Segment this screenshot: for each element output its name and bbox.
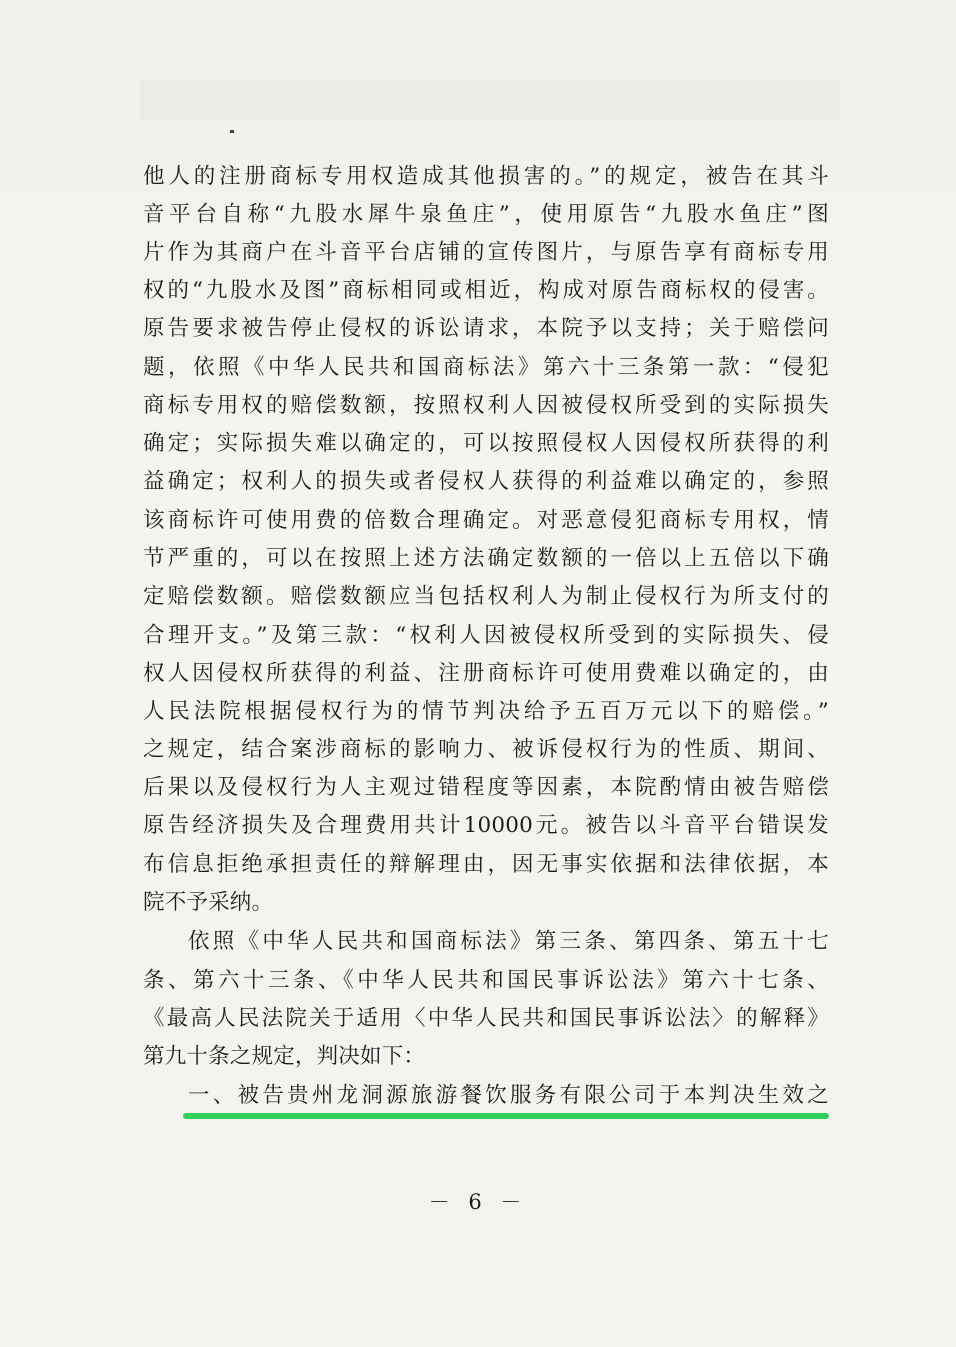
text-line-content: 后果以及侵权行为人主观过错程度等因素，本院酌情由被告赔偿 [143, 775, 829, 800]
text-line-content: 权的“九股水及图”商标相同或相近，构成对原告商标权的侵害。 [143, 278, 829, 303]
text-line-content: 权人因侵权所获得的利益、注册商标许可使用费难以确定的，由 [143, 661, 829, 686]
text-line [143, 883, 829, 923]
text-line [143, 654, 829, 694]
text-line-content: 原告要求被告停止侵权的诉讼请求，本院予以支持；关于赔偿问 [143, 316, 829, 341]
text-line-content: 定赔偿数额。赔偿数额应当包括权利人为制止侵权行为所支付的 [143, 584, 829, 609]
text-line [143, 999, 829, 1039]
text-line [143, 233, 829, 273]
text-line-content: 片作为其商户在斗音平台店铺的宣传图片，与原告享有商标专用 [143, 240, 829, 265]
text-line [143, 961, 829, 1001]
text-line [143, 539, 829, 579]
text-line-content: 节严重的，可以在按照上述方法确定数额的一倍以上五倍以下确 [143, 546, 829, 571]
text-line-content: 他人的注册商标专用权造成其他损害的。”的规定，被告在其斗 [143, 164, 829, 189]
text-line [143, 501, 829, 541]
text-line-content: 合理开支。”及第三款：“权利人因被侵权所受到的实际损失、侵 [143, 623, 829, 648]
text-line-content: 该商标许可使用费的倍数合理确定。对恶意侵犯商标专用权，情 [143, 508, 829, 533]
scan-artifact [140, 80, 840, 120]
text-line [143, 577, 829, 617]
text-line [143, 195, 829, 235]
text-line [143, 845, 829, 885]
text-line-content: 条、第六十三条、《中华人民共和国民事诉讼法》第六十七条、 [143, 968, 829, 993]
text-line-content: 《最高人民法院关于适用〈中华人民共和国民事诉讼法〉的解释》 [143, 1006, 829, 1031]
text-line-content: 一、被告贵州龙洞源旅游餐饮服务有限公司于本判决生效之 [188, 1083, 829, 1108]
text-line [143, 271, 829, 311]
text-line-content: 第九十条之规定，判决如下： [143, 1044, 426, 1069]
text-line [143, 462, 829, 502]
text-line-content: 音平台自称“九股水犀牛泉鱼庄”，使用原告“九股水鱼庄”图 [143, 202, 829, 227]
text-line-content: 原告经济损失及合理费用共计10000元。被告以斗音平台错误发 [143, 813, 829, 838]
text-line [143, 309, 829, 349]
text-line-content: 益确定；权利人的损失或者侵权人获得的利益难以确定的，参照 [143, 469, 829, 494]
text-line-content: 之规定，结合案涉商标的影响力、被诉侵权行为的性质、期间、 [143, 737, 829, 762]
text-line [188, 922, 829, 962]
text-line-content: 商标专用权的赔偿数额，按照权利人因被侵权所受到的实际损失 [143, 393, 829, 418]
text-line [143, 157, 829, 197]
text-line [143, 730, 829, 770]
text-line [143, 768, 829, 808]
text-line-highlighted [188, 1076, 829, 1116]
text-line [143, 806, 829, 846]
text-line-content: 布信息拒绝承担责任的辩解理由，因无事实依据和法律依据，本 [143, 852, 829, 877]
text-line-content: 依照《中华人民共和国商标法》第三条、第四条、第五十七 [188, 929, 829, 954]
text-line [143, 348, 829, 388]
text-line [143, 616, 829, 656]
text-line [143, 692, 829, 732]
text-line-content: 院不予采纳。 [143, 890, 274, 915]
page-number: － 6 － [428, 1190, 528, 1214]
text-line [143, 424, 829, 464]
text-line-content: 题，依照《中华人民共和国商标法》第六十三条第一款：“侵犯 [143, 355, 829, 380]
text-line [143, 386, 829, 426]
text-line-content: 人民法院根据侵权行为的情节判决给予五百万元以下的赔偿。” [143, 699, 829, 724]
text-line [143, 1037, 829, 1077]
scan-mark [230, 130, 234, 133]
highlight-underline [183, 1113, 829, 1119]
text-line-content: 确定；实际损失难以确定的，可以按照侵权人因侵权所获得的利 [143, 431, 829, 456]
